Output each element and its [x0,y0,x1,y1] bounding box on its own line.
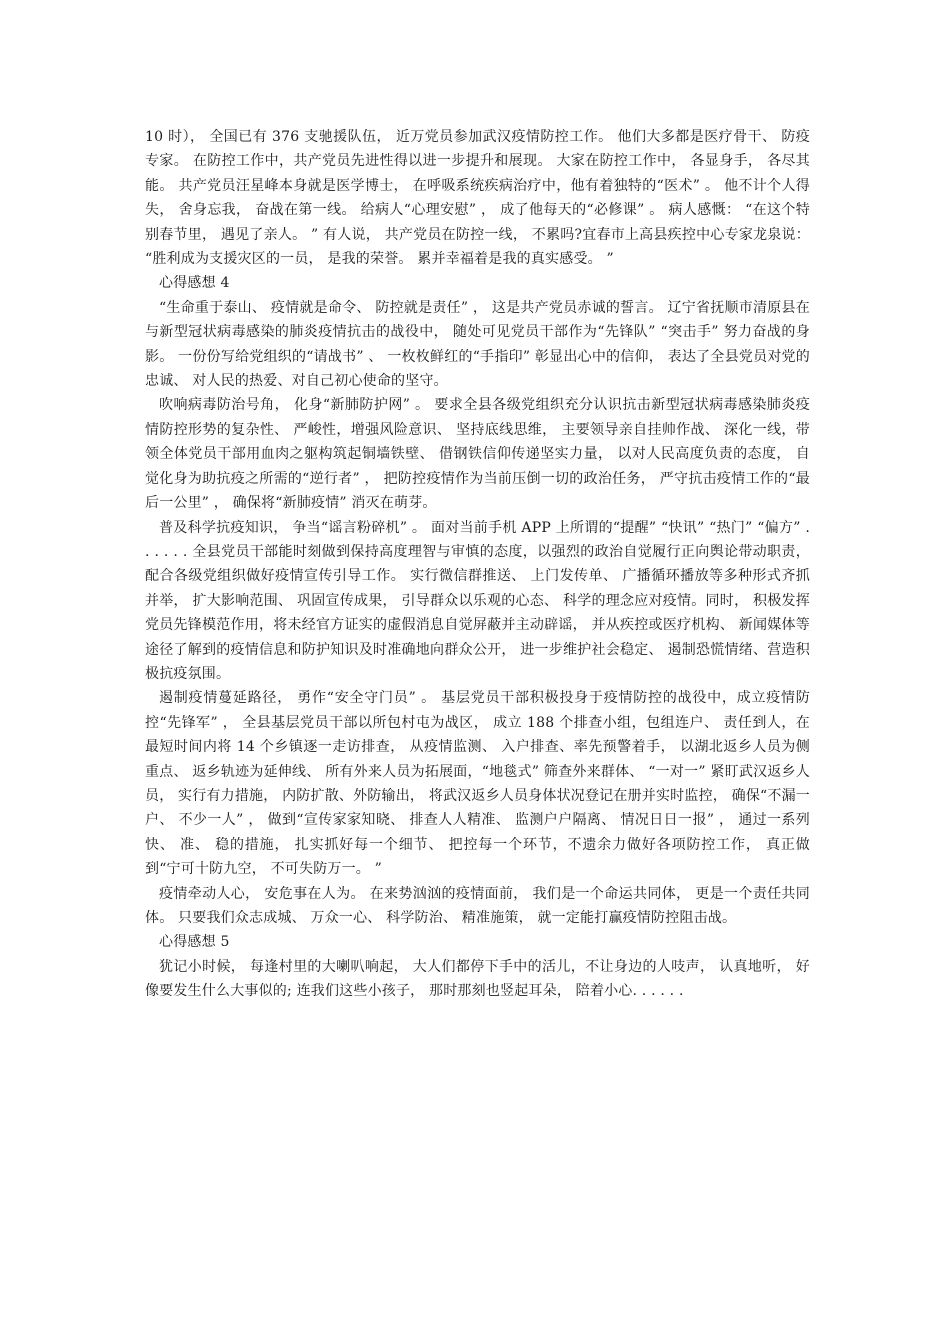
section-heading-5: 心得感想 5 [159,934,230,951]
paragraph: 普及科学抗疫知识， 争当“谣言粉碎机” 。 面对当前手机 APP 上所谓的“提醒” “快讯” “热门” “偏方” . . . . . . 全县党员干部能时刻做到保持高度理智与审慎的态度，以强烈的政治自觉履行正向舆论带动职责， 配合各级党组织做好疫情宣传引导工作。 实行微信群推送、 上门发传单、 广播循环播放等多种形式齐抓并举， 扩大影响范围、 巩固宣传成果， 引导群众以乐观的心态、 科学的理念应对疫情。同时， 积极发挥党员先锋模范作用，将未经官方证实的虚假消息自觉屏蔽并主动辟谣， 并从疾控或医疗机构、 新闻媒体等途径了解到的疫情信息和防护知识及时准确地向群众公开， 进一步维护社会稳定、 遏制恐慌情绪、营造积极抗疫氛围。 [145,519,810,682]
paragraph: “生命重于泰山、 疫情就是命令、 防控就是责任” ， 这是共产党员赤诚的誓言。 辽宁省抚顺市清原县在与新型冠状病毒感染的肺炎疫情抗击的战役中， 随处可见党员干部作为“先锋队” “突击手” 努力奋战的身影。 一份份写给党组织的“请战书” 、 一枚枚鲜红的“手指印” 彰显出心中的信仰， 表达了全县党员对党的忠诚、 对人民的热爱、对自己初心使命的坚守。 [145,299,810,390]
document-body [145,125,810,1004]
paragraph-continued: 10 时）， 全国已有 376 支驰援队伍， 近万党员参加武汉疫情防控工作。 他们大多都是医疗骨干、 防疫专家。 在防控工作中，共产党员先进性得以进一步提升和展现。 大家在防控工作中， 各显身手， 各尽其能。 共产党员汪星峰本身就是医学博士， 在呼吸系统疾病治疗中，他有着独特的“医术” 。 他不计个人得失， 舍身忘我， 奋战在第一线。 给病人“心理安慰” ， 成了他每天的“必修课” 。 病人感慨： “在这个特别春节里， 遇见了亲人。 ” 有人说， 共产党员在防控一线， 不累吗?宜春市上高县疾控中心专家龙泉说： “胜利成为支援灾区的一员， 是我的荣誉。 累并幸福着是我的真实感受。 ” [145,129,810,268]
paragraph: 吹响病毒防治号角， 化身“新肺防护网” 。 要求全县各级党组织充分认识抗击新型冠状病毒感染肺炎疫情防控形势的复杂性、 严峻性，增强风险意识、 坚持底线思维， 主要领导亲自挂帅作战、 深化一线，带领全体党员干部用血肉之躯构筑起铜墙铁壁、 借钢铁信仰传递坚实力量， 以对人民高度负责的态度， 自觉化身为助抗疫之所需的“逆行者” ， 把防控疫情作为当前压倒一切的政治任务， 严守抗击疫情工作的“最后一公里” ， 确保将“新肺疫情” 消灭在萌芽。 [145,397,810,512]
paragraph: 犹记小时候， 每逢村里的大喇叭响起， 大人们都停下手中的活儿，不让身边的人吱声， 认真地听， 好像要发生什么大事似的; 连我们这些小孩子， 那时那刻也竖起耳朵， 陪着小心. . . . . . [145,958,810,1000]
paragraph: 疫情牵动人心， 安危事在人为。 在来势汹汹的疫情面前， 我们是一个命运共同体， 更是一个责任共同体。 只要我们众志成城、 万众一心、 科学防治、 精准施策， 就一定能打赢疫情防控阻击战。 [145,885,810,926]
section-heading-4: 心得感想 4 [159,275,230,292]
paragraph: 遏制疫情蔓延路径， 勇作“安全守门员” 。 基层党员干部积极投身于疫情防控的战役中，成立疫情防控“先锋军” ， 全县基层党员干部以所包村屯为战区， 成立 188 个排查小组，包组连户、 责任到人，在最短时间内将 14 个乡镇逐一走访排查， 从疫情监测、 入户排查、率先预警着手， 以湖北返乡人员为侧重点、 返乡轨迹为延伸线、 所有外来人员为拓展面，“地毯式” 筛查外来群体、 “一对一” 紧盯武汉返乡人员， 实行有力措施， 内防扩散、外防输出， 将武汉返乡人员身体状况登记在册并实时监控， 确保“不漏一户、 不少一人” ， 做到“宣传家家知晓、 排查人人精准、 监测户户隔离、 情况日日一报” ， 通过一系列快、 准、 稳的措施， 扎实抓好每一个细节、 把控每一个环节，不遗余力做好各项防控工作， 真正做到“宁可十防九空， 不可失防万一。 ” [145,690,810,878]
